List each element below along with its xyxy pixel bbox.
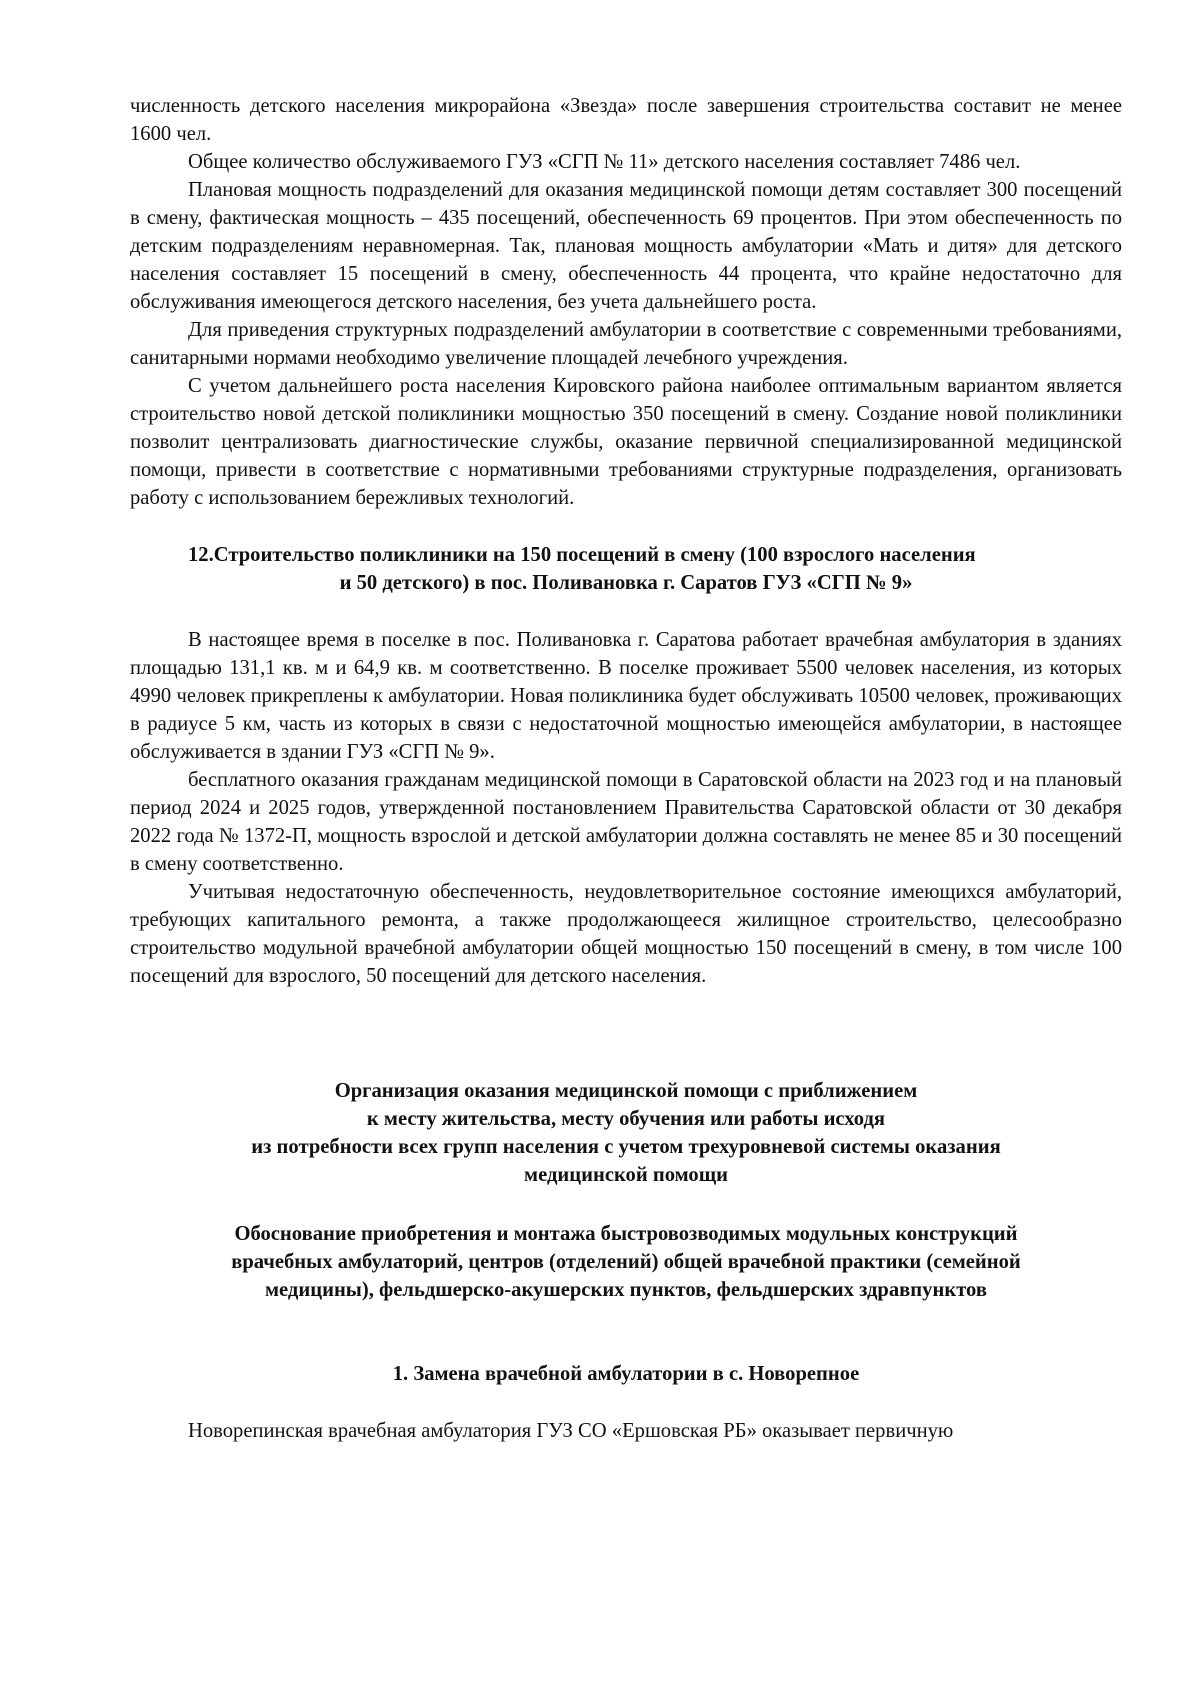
organization-heading [130, 1077, 1122, 1189]
justification-heading-line: медицины), фельдшерско-акушерских пунктов, фельдшерских здравпунктов [265, 1279, 987, 1301]
organization-heading-line: из потребности всех групп населения с учетом трехуровневой системы оказания [251, 1136, 1001, 1158]
item-1-heading-text: 1. Замена врачебной амбулатории в с. Новорепное [392, 1363, 860, 1385]
organization-heading-line: Организация оказания медицинской помощи с приближением [334, 1080, 918, 1102]
paragraph-bringing-compliance: Для приведения структурных подразделений амбулатории в соответствие с современными требованиями, санитарными нормами необходимо увеличение площадей лечебного учреждения. [130, 319, 1122, 369]
organization-heading-line: медицинской помощи [524, 1164, 728, 1186]
item-1-heading [130, 1360, 1122, 1388]
justification-heading-line: Обоснование приобретения и монтажа быстровозводимых модульных конструкций [234, 1223, 1018, 1245]
justification-heading [130, 1220, 1122, 1304]
organization-heading-line: к месту жительства, месту обучения или работы исходя [366, 1108, 886, 1130]
paragraph-novorepinskaya: Новорепинская врачебная амбулатория ГУЗ СО «Ершовская РБ» оказывает первичную [188, 1420, 954, 1442]
paragraph-polivanovka-current: В настоящее время в поселке в пос. Поливановка г. Саратова работает врачебная амбулатория в зданиях площадью 131,1 кв. м и 64,9 кв. м соответственно. В поселке проживает 5500 человек населения, из которых 4990 человек прикреплены к амбулатории. Новая поликлиника будет обслуживать 10500 человек, проживающих в радиусе 5 км, часть из которых в связи с недостаточной мощностью имеющейся амбулатории, в настоящее обслуживается в здании ГУЗ «СГП № 9». [130, 629, 1122, 763]
justification-heading-line: врачебных амбулаторий, центров (отделений) общей врачебной практики (семейной [231, 1251, 1021, 1273]
paragraph-new-clinic-option: С учетом дальнейшего роста населения Кировского района наиболее оптимальным вариантом является строительство новой детской поликлиники мощностью 350 посещений в смену. Создание новой поликлиники позволит централизовать диагностические службы, оказание первичной специализированной медицинской помощи, привести в соответствие с нормативными требованиями структурные подразделения, организовать работу с использованием бережливых технологий. [130, 375, 1122, 509]
paragraph-total-children: Общее количество обслуживаемого ГУЗ «СГП № 11» детского населения составляет 7486 чел. [188, 151, 1021, 173]
section-12-heading-line1: 12.Строительство поликлиники на 150 посещений в смену (100 взрослого населения [188, 544, 976, 566]
paragraph-children-population: численность детского населения микрорайона «Звезда» после завершения строительства составит не менее 1600 чел. [130, 95, 1122, 145]
document-page [130, 92, 1122, 1445]
paragraph-planned-capacity: Плановая мощность подразделений для оказания медицинской помощи детям составляет 300 посещений в смену, фактическая мощность – 435 посещений, обеспеченность 69 процентов. При этом обеспеченность по детским подразделениям неравномерная. Так, плановая мощность амбулатории «Мать и дитя» для детского населения составляет 15 посещений в смену, обеспеченность 44 процента, что крайне недостаточно для обслуживания имеющегося детского населения, без учета дальнейшего роста. [130, 179, 1122, 313]
paragraph-free-care-program: бесплатного оказания гражданам медицинской помощи в Саратовской области на 2023 год и на плановый период 2024 и 2025 годов, утвержденной постановлением Правительства Саратовской области от 30 декабря 2022 года № 1372-П, мощность взрослой и детской амбулатории должна составлять не менее 85 и 30 посещений в смену соответственно. [130, 769, 1122, 875]
paragraph-modular-ambulatory: Учитывая недостаточную обеспеченность, неудовлетворительное состояние имеющихся амбулаторий, требующих капитального ремонта, а также продолжающееся жилищное строительство, целесообразно строительство модульной врачебной амбулатории общей мощностью 150 посещений в смену, в том числе 100 посещений для взрослого, 50 посещений для детского населения. [130, 881, 1122, 987]
section-12-heading-line2: и 50 детского) в пос. Поливановка г. Саратов ГУЗ «СГП № 9» [339, 572, 913, 594]
section-12-heading [130, 541, 1122, 597]
